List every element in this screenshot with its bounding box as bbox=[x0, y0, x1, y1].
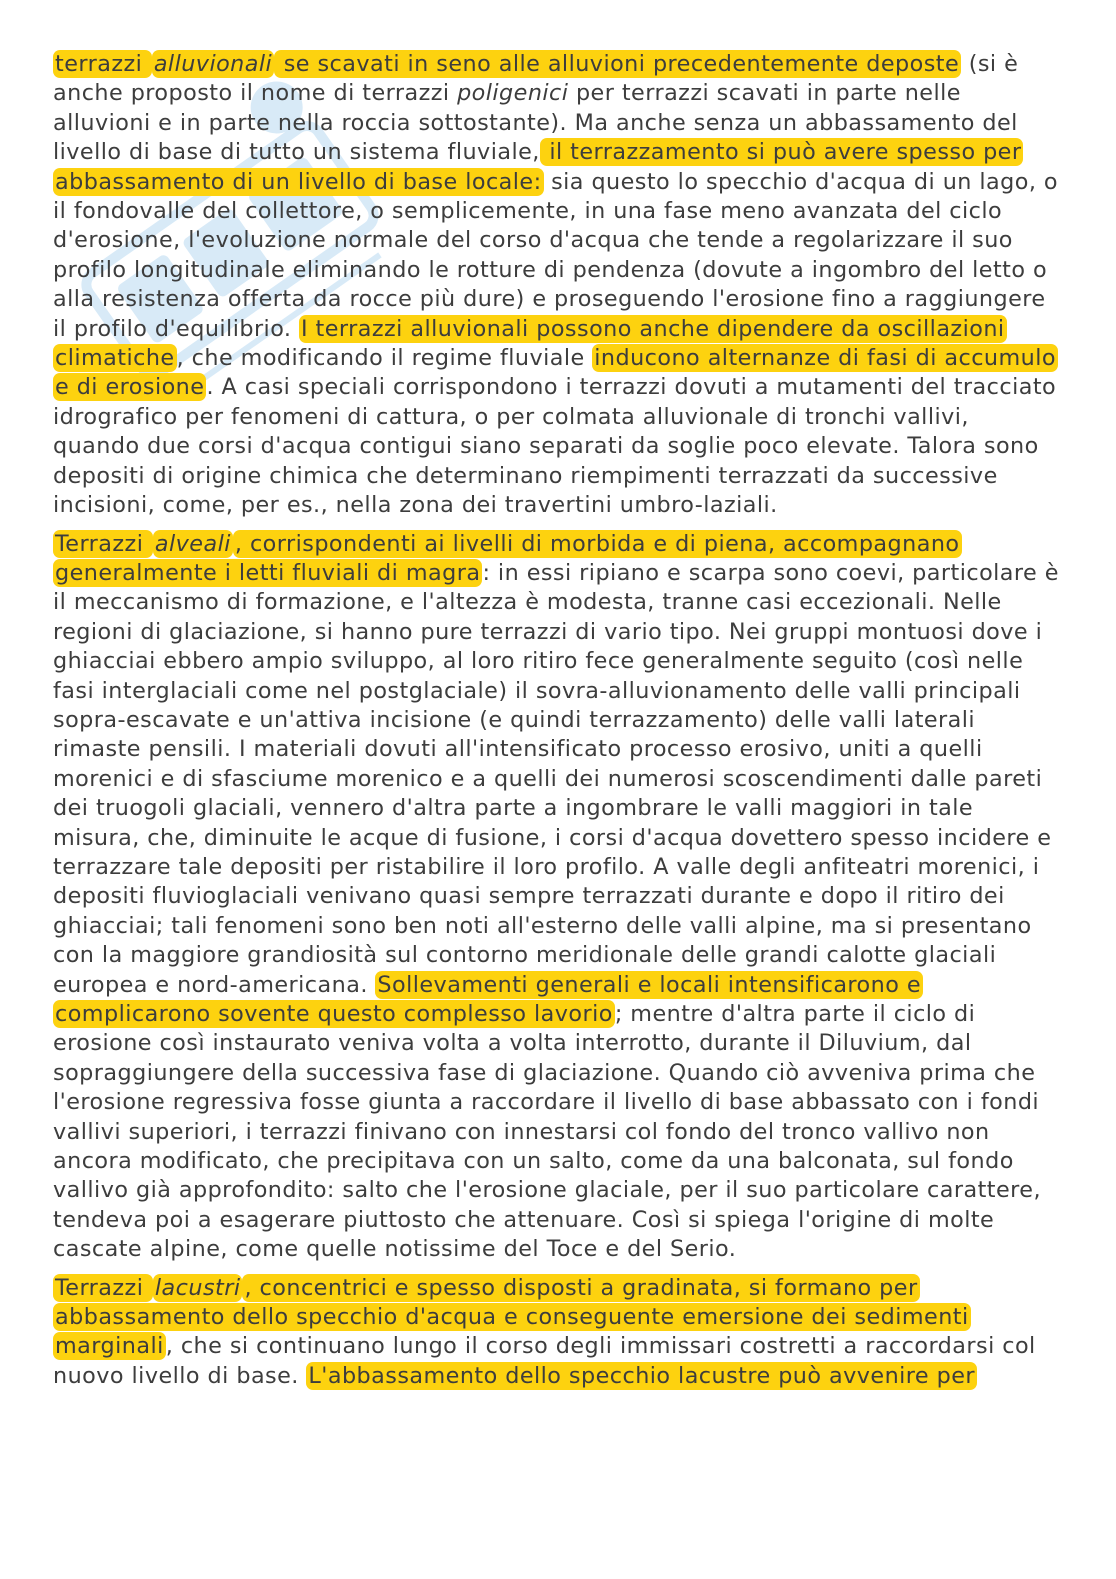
text-segment: , che modificando il regime fluviale bbox=[176, 345, 593, 372]
highlighted-text: se scavati in seno alle alluvioni precedentemente deposte bbox=[276, 51, 960, 77]
text-segment: . A casi speciali corrispondono i terrazzi dovuti a mutamenti del tracciato idrografico per fenomeni di cattura, o per colmata alluvionale di tronchi vallivi, quando due corsi d'acqua contigui siano separati da soglie poco elevate. Talora sono depositi di origine chimica che determinano riempimenti terrazzati da successive incisioni, come, per es., nella zona dei travertini umbro-laziali. bbox=[53, 374, 1057, 519]
text-segment: ; mentre d'altra parte il ciclo di erosione così instaurato veniva volta a volta interrotto, durante il Diluvium, dal sopraggiungere della successiva fase di glaciazione. Quando ciò avveniva prima che l'erosione regressiva fosse giunta a raccordare il livello di base abbassato con i fondi vallivi superiori, i terrazzi finivano con innestarsi col fondo del tronco vallivo non ancora modificato, che precipitava con un salto, come da una balconata, sul fondo vallivo già approfondito: salto che l'erosione glaciale, per il suo particolare carattere, tendeva poi a esagerare piuttosto che attenuare. Così si spiega l'origine di molte cascate alpine, come quelle notissime del Toce e del Serio. bbox=[53, 1001, 1041, 1263]
text-segment: per terrazzi scavati in parte nelle alluvioni e in parte nella roccia sottostante). Ma anche senza un abbassamento del livello di base di tutto un sistema fluviale, bbox=[53, 80, 1018, 166]
highlighted-text: lacustri bbox=[154, 1274, 241, 1301]
highlighted-text: I terrazzi alluvionali possono anche dipendere da oscillazioni climatiche bbox=[55, 315, 1005, 372]
highlighted-text: L'abbassamento dello specchio lacustre può avvenire per bbox=[308, 1362, 976, 1389]
paragraph bbox=[53, 1274, 1063, 1392]
text-segment: poligenici bbox=[457, 80, 569, 107]
highlighted-text: terrazzi bbox=[55, 51, 150, 77]
text-segment: , che si continuano lungo il corso degli immissari costretti a raccordarsi col nuovo livello di base. bbox=[53, 1333, 1036, 1389]
highlighted-text: Terrazzi bbox=[55, 1274, 151, 1301]
highlighted-text: , concentrici e spesso disposti a gradinata, si formano per abbassamento dello specchio d'acqua e conseguente emersione dei sedimenti marginali bbox=[55, 1274, 969, 1360]
highlighted-text: alluvionali bbox=[153, 51, 273, 77]
paragraph bbox=[53, 530, 1063, 1265]
highlighted-text: , corrispondenti ai livelli di morbida e di piena, accompagnano generalmente i letti fluviali di magra bbox=[55, 530, 960, 586]
highlighted-text: Terrazzi bbox=[55, 530, 151, 557]
highlighted-text: Sollevamenti generali e locali intensificarono e complicarono sovente questo complesso lavorio bbox=[55, 971, 922, 1027]
highlighted-text: il terrazzamento si può avere spesso per abbassamento di un livello di base locale: bbox=[55, 139, 1022, 195]
highlighted-text: alveali bbox=[154, 530, 231, 557]
text-segment: (si è anche proposto il nome di terrazzi bbox=[53, 51, 1019, 107]
document-body bbox=[53, 50, 1063, 1400]
highlighted-text: inducono alternanze di fasi di accumulo e di erosione bbox=[55, 345, 1057, 401]
text-segment: : in essi ripiano e scarpa sono coevi, particolare è il meccanismo di formazione, e l'altezza è modesta, tranne casi eccezionali. Nelle regioni di glaciazione, si hanno pure terrazzi di vario tipo. Nei gruppi montuosi dove i ghiacciai ebbero ampio sviluppo, al loro ritiro fece generalmente seguito (così nelle fasi interglaciali come nel postglaciale) il sovra-alluvionamento delle valli principali sopra-escavate e un'attiva incisione (e quindi terrazzamento) delle valli laterali rimaste pensili. I materiali dovuti all'intensificato processo erosivo, uniti a quelli morenici e di sfasciume morenico e a quelli dei numerosi scoscendimenti dalle pareti dei truogoli glaciali, vennero d'altra parte a ingombrare le valli maggiori in tale misura, che, diminuite le acque di fusione, i corsi d'acqua dovettero spesso incidere e terrazzare tale depositi per ristabilire il loro profilo. A valle degli anfiteatri morenici, i depositi fluvioglaciali venivano quasi sempre terrazzati durante e dopo il ritiro dei ghiacciai; tali fenomeni sono ben noti all'esterno delle valli alpine, ma si presentano con la maggiore grandiosità sul contorno meridionale delle grandi calotte glaciali europea e nord-americana. bbox=[53, 559, 1059, 998]
text-segment: sia questo lo specchio d'acqua di un lago, o il fondovalle del collettore, o semplicemente, in una fase meno avanzata del ciclo d'erosione, l'evoluzione normale del corso d'acqua che tende a regolarizzare il suo profilo longitudinale eliminando le rotture di pendenza (dovute a ingombro del letto o alla resistenza offerta da rocce più dure) e proseguendo l'erosione fino a raggiungere il profilo d'equilibrio. bbox=[53, 168, 1059, 342]
paragraph bbox=[53, 50, 1063, 521]
